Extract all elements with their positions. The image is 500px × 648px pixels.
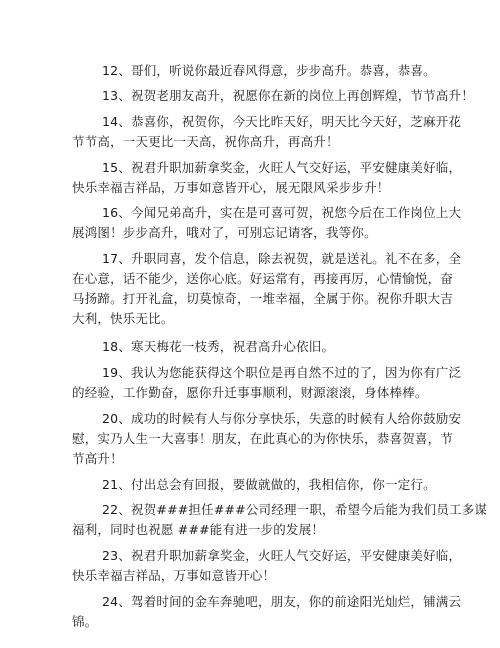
paragraph-line: 24、驾着时间的金车奔驰吧，朋友，你的前途阳光灿烂，铺满云 (102, 594, 462, 609)
paragraph-line: 福利，同时也祝愿 ###能有进一步的发展！ (72, 522, 325, 537)
paragraph-line: 19、我认为您能获得这个职位是再自然不过的了，因为你有广泛 (102, 365, 462, 380)
paragraph-line: 在心意，话不能少，送你心底。好运常有，再接再厉，心情愉悦，奋 (72, 271, 454, 286)
paragraph-line: 13、祝贺老朋友高升，祝愿你在新的岗位上再创辉煌，节节高升！ (102, 88, 474, 103)
paragraph-line: 12、哥们，听说你最近春风得意，步步高升。恭喜，恭喜。 (102, 63, 436, 78)
paragraph-line: 17、升职同喜，发个信息，除去祝贺，就是送礼。礼不在多，全 (102, 251, 462, 266)
paragraph-line: 大利，快乐无比。 (72, 311, 174, 326)
paragraph-line: 14、恭喜你，祝贺你，今天比昨天好，明天比今天好，芝麻开花 (102, 114, 462, 129)
paragraph-15 (72, 158, 462, 198)
paragraph-16 (72, 203, 462, 243)
paragraph-line: 节节高，一天更比一天高，祝你高升，再高升！ (72, 134, 339, 149)
paragraph-20 (72, 409, 462, 469)
paragraph-line: 20、成功的时候有人与你分享快乐，失意的时候有人给你鼓励安 (102, 411, 462, 426)
paragraph-19 (72, 363, 462, 403)
paragraph-line: 马扬蹄。打开礼盒，切莫惊奇，一堆幸福，全属于你。祝你升职大吉 (72, 291, 454, 306)
paragraph-21 (72, 475, 436, 495)
paragraph-line: 快乐幸福吉祥品，万事如意皆开心，展无限风采步步升！ (72, 180, 390, 195)
paragraph-12 (72, 61, 436, 81)
paragraph-22 (72, 500, 488, 540)
paragraph-17 (72, 249, 462, 329)
paragraph-line: 18、寒天梅花一枝秀，祝君高升心依旧。 (102, 339, 335, 354)
paragraph-14 (72, 112, 462, 152)
paragraph-line: 21、付出总会有回报，要做就做的，我相信你，你一定行。 (102, 477, 436, 492)
paragraph-line: 展鸿图！步步高升，哦对了，可别忘记请客，我等你。 (72, 225, 377, 240)
paragraph-line: 节高升！ (72, 451, 123, 466)
paragraph-line: 15、祝君升职加薪拿奖金，火旺人气交好运，平安健康美好临， (102, 160, 462, 175)
paragraph-line: 慰，实乃人生一大喜事！朋友，在此真心的为你快乐，恭喜贺喜，节 (72, 431, 454, 446)
paragraph-line: 的经验，工作勤奋，愿你升迁事事顺利，财源滚滚，身体棒棒。 (72, 385, 428, 400)
paragraph-line: 16、今闻兄弟高升，实在是可喜可贺，祝您今后在工作岗位上大 (102, 205, 462, 220)
paragraph-13 (72, 86, 474, 106)
paragraph-line: 22、祝贺###担任###公司经理一职，希望今后能为我们员工多谋 (102, 502, 488, 517)
paragraph-23 (72, 546, 462, 586)
paragraph-24 (72, 592, 462, 632)
paragraph-18 (72, 337, 412, 357)
paragraph-line: 快乐幸福吉祥品，万事如意皆开心！ (72, 568, 276, 583)
paragraph-line: 23、祝君升职加薪拿奖金，火旺人气交好运，平安健康美好临， (102, 548, 462, 563)
paragraph-line: 锦。 (72, 614, 98, 629)
